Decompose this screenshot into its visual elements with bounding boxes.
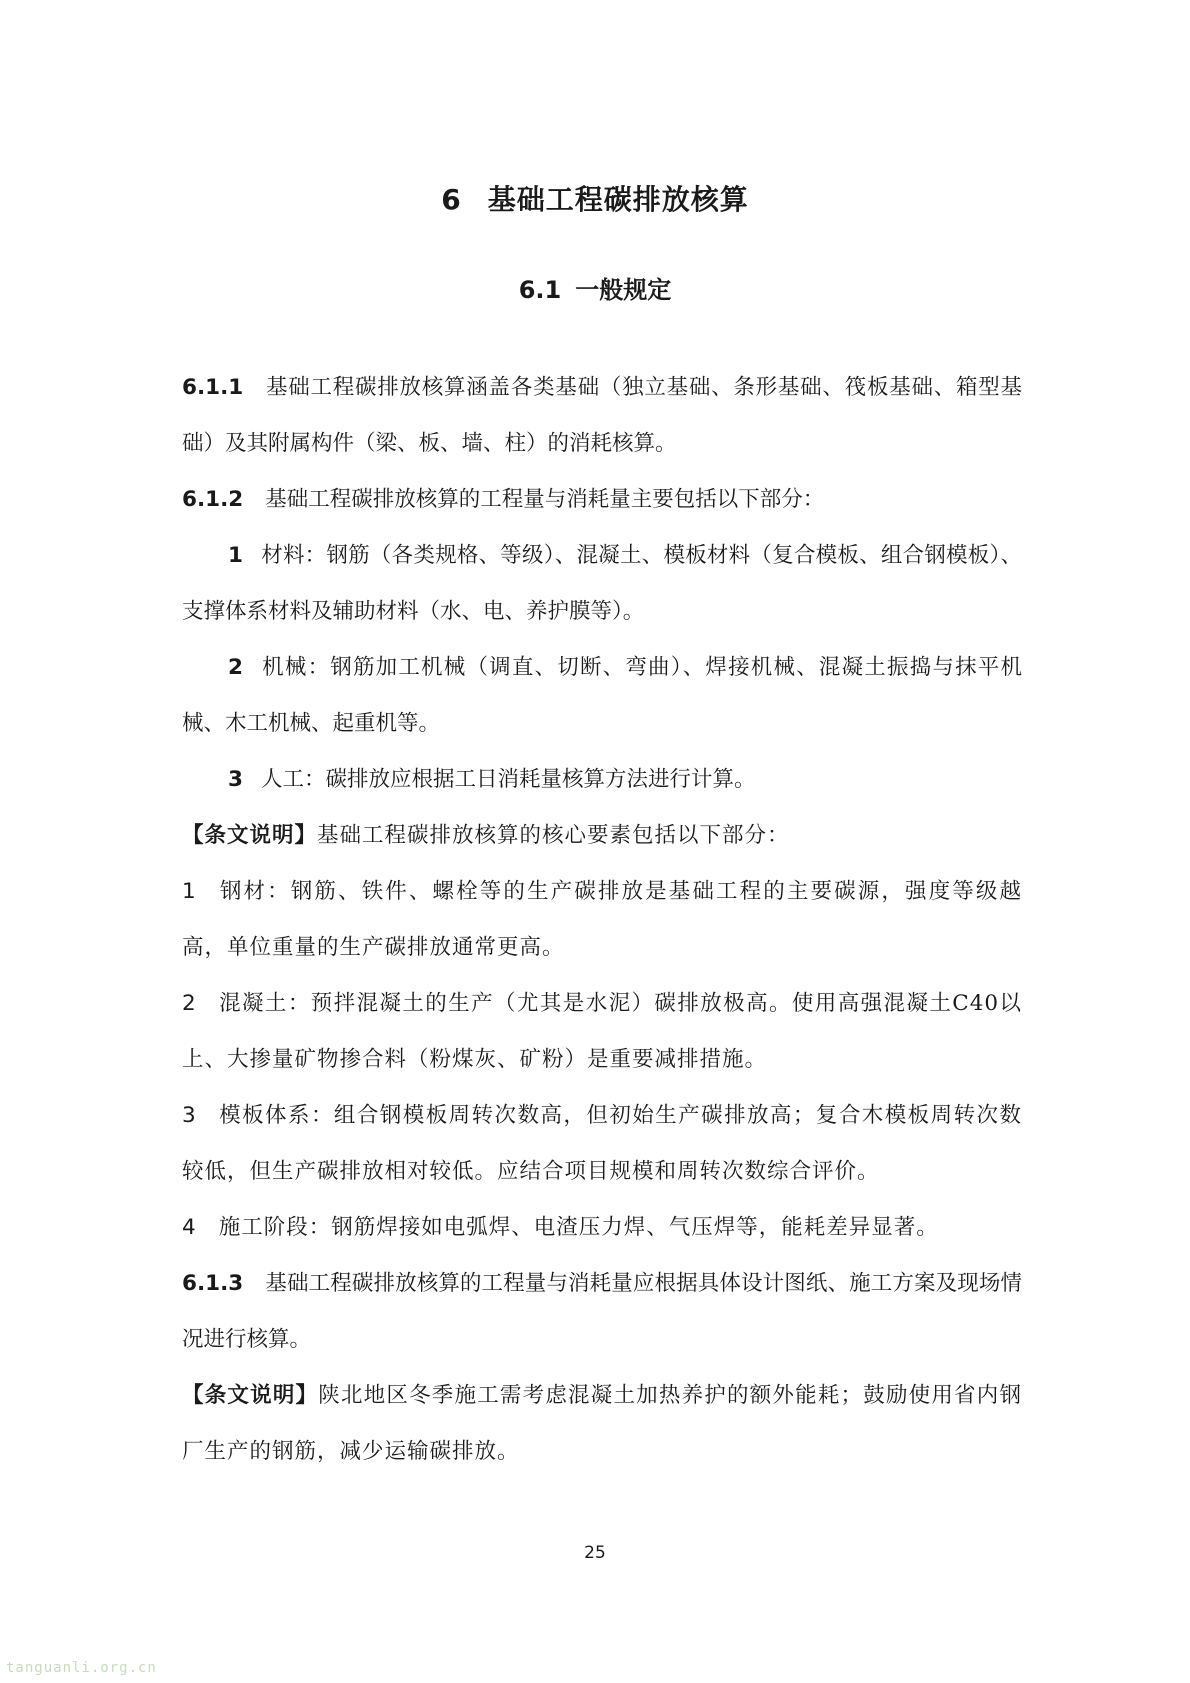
item-number: 3 [228, 767, 243, 792]
explanation-item-text: 混凝土：预拌混凝土的生产（尤其是水泥）碳排放极高。使用高强混凝土C40以上、大掺量矿物掺合料（粉煤灰、矿粉）是重要减排措施。 [182, 991, 1022, 1072]
clause-explanation [182, 808, 1022, 864]
section-title-text: 一般规定 [575, 276, 672, 304]
clause-text: 基础工程碳排放核算涵盖各类基础（独立基础、条形基础、筏板基础、箱型基础）及其附属构件（梁、板、墙、柱）的消耗核算。 [182, 375, 1022, 456]
page-number: 25 [584, 1543, 606, 1563]
section-title [0, 270, 1190, 305]
item-text: 机械：钢筋加工机械（调直、切断、弯曲）、焊接机械、混凝土振捣与抹平机械、木工机械、起重机等。 [182, 655, 1022, 736]
clause-item [182, 528, 1022, 640]
clause-explanation [182, 1368, 1022, 1480]
clause-text: 基础工程碳排放核算的工程量与消耗量应根据具体设计图纸、施工方案及现场情况进行核算。 [182, 1271, 1022, 1352]
chapter-title [0, 178, 1190, 218]
explanation-item-text: 钢材：钢筋、铁件、螺栓等的生产碳排放是基础工程的主要碳源，强度等级越高，单位重量的生产碳排放通常更高。 [182, 879, 1022, 960]
clause-text: 基础工程碳排放核算的工程量与消耗量主要包括以下部分： [265, 487, 825, 512]
clause-6-1-3 [182, 1256, 1022, 1368]
explanation-label: 【条文说明】 [182, 1383, 319, 1408]
clause-6-1-1 [182, 360, 1022, 472]
item-text: 人工：碳排放应根据工日消耗量核算方法进行计算。 [260, 767, 756, 792]
section-number: 6.1 [518, 276, 562, 304]
explanation-item-number: 2 [182, 991, 197, 1016]
explanation-item [182, 864, 1022, 976]
chapter-number: 6 [441, 183, 462, 216]
clause-number: 6.1.2 [182, 487, 244, 512]
explanation-item-number: 4 [182, 1215, 197, 1240]
clause-item [182, 752, 1022, 808]
document-body [182, 360, 1022, 1480]
explanation-text: 陕北地区冬季施工需考虑混凝土加热养护的额外能耗；鼓励使用省内钢厂生产的钢筋，减少运输碳排放。 [182, 1383, 1022, 1464]
item-number: 2 [228, 655, 243, 680]
explanation-item-text: 施工阶段：钢筋焊接如电弧焊、电渣压力焊、气压焊等，能耗差异显著。 [218, 1215, 939, 1240]
explanation-item-number: 3 [182, 1103, 197, 1128]
explanation-item [182, 976, 1022, 1088]
clause-number: 6.1.1 [182, 375, 244, 400]
watermark-text: tanguanli.org.cn [6, 1660, 157, 1676]
explanation-text: 基础工程碳排放核算的核心要素包括以下部分： [317, 823, 790, 848]
clause-6-1-2 [182, 472, 1022, 528]
clause-number: 6.1.3 [182, 1271, 244, 1296]
explanation-item [182, 1088, 1022, 1200]
explanation-label: 【条文说明】 [182, 823, 318, 848]
chapter-title-text: 基础工程碳排放核算 [487, 183, 749, 216]
item-number: 1 [228, 543, 243, 568]
item-text: 材料：钢筋（各类规格、等级）、混凝土、模板材料（复合模板、组合钢模板）、支撑体系材料及辅助材料（水、电、养护膜等）。 [182, 543, 1022, 624]
explanation-item-text: 模板体系：组合钢模板周转次数高，但初始生产碳排放高；复合木模板周转次数较低，但生产碳排放相对较低。应结合项目规模和周转次数综合评价。 [182, 1103, 1022, 1184]
explanation-item [182, 1200, 1022, 1256]
explanation-item-number: 1 [182, 879, 197, 904]
clause-item [182, 640, 1022, 752]
